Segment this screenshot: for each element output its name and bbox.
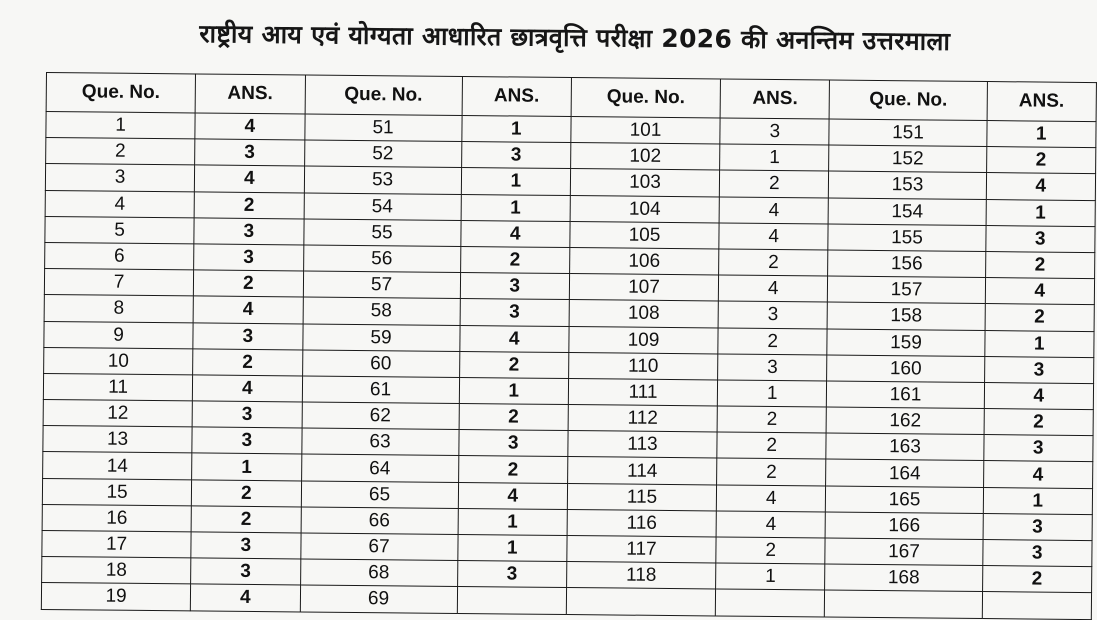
answer-cell: [457, 587, 567, 614]
answer-cell: 3: [191, 558, 301, 585]
question-number-cell: 160: [827, 355, 984, 383]
question-number-cell: 12: [43, 400, 192, 428]
answer-cell: 2: [719, 249, 829, 276]
column-header-ans: ANS.: [462, 76, 572, 116]
question-number-cell: 111: [568, 378, 717, 406]
answer-cell: 4: [195, 113, 305, 140]
answer-cell: [715, 589, 825, 616]
answer-cell: 2: [192, 480, 302, 507]
answer-key-table: [41, 72, 1097, 620]
question-number-cell: 152: [829, 145, 986, 173]
answer-cell: 2: [717, 406, 827, 433]
answer-cell: 2: [985, 304, 1095, 331]
question-number-cell: 101: [571, 117, 720, 145]
answer-cell: 4: [719, 197, 829, 224]
answer-cell: 4: [459, 325, 569, 352]
question-number-cell: 16: [42, 504, 191, 532]
question-number-cell: 104: [570, 195, 719, 223]
answer-cell: 1: [461, 168, 571, 195]
answer-cell: 3: [458, 430, 568, 457]
question-number-cell: 14: [43, 452, 192, 480]
question-number-cell: 18: [42, 557, 191, 585]
answer-cell: 1: [986, 199, 1096, 226]
answer-cell: [982, 592, 1092, 619]
question-number-cell: 56: [303, 245, 460, 273]
question-number-cell: 51: [304, 114, 461, 142]
answer-cell: 3: [983, 435, 1093, 462]
answer-cell: 4: [719, 223, 829, 250]
question-number-cell: 103: [570, 169, 719, 197]
question-number-cell: 155: [828, 224, 985, 252]
answer-cell: 3: [984, 356, 1094, 383]
answer-cell: 2: [982, 566, 1092, 593]
question-number-cell: 2: [46, 138, 195, 166]
answer-cell: 3: [982, 540, 1092, 567]
question-number-cell: 110: [569, 352, 718, 380]
answer-cell: 1: [717, 380, 827, 407]
answer-cell: 2: [716, 537, 826, 564]
answer-cell: 3: [461, 142, 571, 169]
question-number-cell: 58: [303, 297, 460, 325]
question-number-cell: 108: [569, 300, 718, 328]
question-number-cell: 10: [44, 347, 193, 375]
answer-cell: 4: [716, 485, 826, 512]
answer-cell: 2: [459, 404, 569, 431]
answer-cell: 2: [458, 456, 568, 483]
answer-cell: 2: [717, 458, 827, 485]
question-number-cell: 53: [304, 166, 461, 194]
answer-cell: 3: [983, 513, 1093, 540]
question-number-cell: 65: [301, 481, 458, 509]
answer-cell: 3: [720, 118, 830, 145]
question-number-cell: 62: [302, 402, 459, 430]
answer-cell: 1: [716, 563, 826, 590]
question-number-cell: 168: [825, 564, 982, 592]
question-number-cell: 107: [569, 274, 718, 302]
answer-cell: 3: [718, 301, 828, 328]
question-number-cell: 105: [570, 221, 719, 249]
answer-cell: 2: [460, 246, 570, 273]
answer-cell: 4: [193, 296, 303, 323]
answer-cell: 2: [191, 506, 301, 533]
answer-cell: 2: [718, 327, 828, 354]
answer-cell: 3: [191, 532, 301, 559]
column-header-que-no: Que. No.: [305, 75, 463, 116]
question-number-cell: 7: [44, 269, 193, 297]
answer-cell: 4: [195, 165, 305, 192]
question-number-cell: 109: [569, 326, 718, 354]
question-number-cell: 116: [567, 509, 716, 537]
answer-cell: 1: [720, 144, 830, 171]
question-number-cell: 154: [829, 198, 986, 226]
column-header-ans: ANS.: [720, 79, 830, 119]
answer-cell: 1: [986, 121, 1096, 148]
question-number-cell: 115: [567, 483, 716, 511]
answer-cell: 3: [460, 299, 570, 326]
answer-cell: 2: [984, 409, 1094, 436]
answer-cell: 3: [460, 273, 570, 300]
answer-cell: 4: [983, 461, 1093, 488]
page-title: राष्ट्रीय आय एवं योग्यता आधारित छात्रवृत्ति परीक्षा 2026 की अनन्तिम उत्तरमाला: [199, 19, 951, 56]
question-number-cell: 162: [827, 407, 984, 435]
question-number-cell: 54: [304, 193, 461, 221]
question-number-cell: 66: [301, 507, 458, 535]
answer-cell: 2: [717, 432, 827, 459]
column-header-ans: ANS.: [195, 74, 305, 114]
question-number-cell: 167: [825, 538, 982, 566]
answer-cell: 3: [193, 322, 303, 349]
answer-cell: 1: [459, 377, 569, 404]
answer-cell: 4: [461, 220, 571, 247]
question-number-cell: 69: [300, 585, 457, 613]
answer-cell: 1: [457, 534, 567, 561]
answer-cell: 3: [985, 225, 1095, 252]
question-number-cell: 60: [302, 350, 459, 378]
question-number-cell: 61: [302, 376, 459, 404]
answer-cell: 2: [720, 170, 830, 197]
question-number-cell: 118: [567, 562, 716, 590]
question-number-cell: 163: [826, 433, 983, 461]
answer-cell: 3: [194, 218, 304, 245]
column-header-que-no: Que. No.: [46, 73, 196, 113]
column-header-ans: ANS.: [987, 82, 1097, 122]
question-number-cell: 52: [304, 140, 461, 168]
answer-cell: 3: [195, 139, 305, 166]
answer-cell: 4: [984, 382, 1094, 409]
answer-rows: [41, 112, 1096, 620]
question-number-cell: 13: [43, 426, 192, 454]
question-number-cell: 55: [303, 219, 460, 247]
question-number-cell: 114: [568, 457, 717, 485]
answer-cell: 2: [985, 251, 1095, 278]
question-number-cell: 8: [44, 295, 193, 323]
answer-key-sheet: [41, 72, 1097, 620]
question-number-cell: 164: [826, 459, 983, 487]
question-number-cell: 6: [45, 242, 194, 270]
question-number-cell: 102: [571, 143, 720, 171]
question-number-cell: 57: [303, 271, 460, 299]
question-number-cell: 157: [828, 276, 985, 304]
answer-cell: 1: [458, 508, 568, 535]
answer-cell: 2: [459, 351, 569, 378]
question-number-cell: 159: [827, 329, 984, 357]
answer-cell: 2: [986, 147, 1096, 174]
answer-cell: 4: [193, 375, 303, 402]
answer-cell: 4: [191, 584, 301, 611]
question-number-cell: 165: [826, 486, 983, 514]
question-number-cell: 106: [570, 247, 719, 275]
answer-cell: 1: [984, 330, 1094, 357]
question-number-cell: 59: [302, 323, 459, 351]
answer-cell: 4: [986, 173, 1096, 200]
question-number-cell: 9: [44, 321, 193, 349]
question-number-cell: 153: [829, 171, 986, 199]
question-number-cell: 3: [45, 164, 194, 192]
answer-cell: 1: [461, 194, 571, 221]
question-number-cell: 1: [46, 112, 195, 140]
question-number-cell: 158: [828, 302, 985, 330]
column-header-que-no: Que. No.: [830, 80, 988, 121]
answer-cell: 2: [194, 191, 304, 218]
question-number-cell: 64: [301, 454, 458, 482]
question-number-cell: 5: [45, 216, 194, 244]
question-number-cell: 17: [42, 530, 191, 558]
question-number-cell: 11: [43, 373, 192, 401]
answer-cell: 3: [192, 401, 302, 428]
answer-cell: 1: [192, 453, 302, 480]
question-number-cell: 166: [826, 512, 983, 540]
question-number-cell: 4: [45, 190, 194, 218]
answer-cell: 3: [194, 244, 304, 271]
answer-cell: 4: [985, 278, 1095, 305]
answer-cell: 4: [719, 275, 829, 302]
answer-cell: 2: [193, 349, 303, 376]
question-number-cell: 112: [568, 405, 717, 433]
question-number-cell: 156: [828, 250, 985, 278]
column-header-que-no: Que. No.: [571, 78, 721, 118]
question-number-cell: 19: [41, 583, 190, 611]
question-number-cell: [566, 588, 715, 616]
question-number-cell: 151: [829, 119, 986, 147]
question-number-cell: 15: [42, 478, 191, 506]
question-number-cell: 113: [568, 431, 717, 459]
question-number-cell: 63: [301, 428, 458, 456]
question-number-cell: 68: [300, 559, 457, 587]
answer-cell: 1: [983, 487, 1093, 514]
question-number-cell: 161: [827, 381, 984, 409]
answer-cell: 3: [457, 561, 567, 588]
question-number-cell: 117: [567, 536, 716, 564]
answer-cell: 1: [462, 115, 572, 142]
question-number-cell: 67: [300, 533, 457, 561]
answer-cell: 3: [192, 427, 302, 454]
answer-cell: 2: [194, 270, 304, 297]
answer-cell: 3: [718, 354, 828, 381]
question-number-cell: [825, 590, 982, 618]
answer-cell: 4: [716, 511, 826, 538]
answer-cell: 4: [458, 482, 568, 509]
